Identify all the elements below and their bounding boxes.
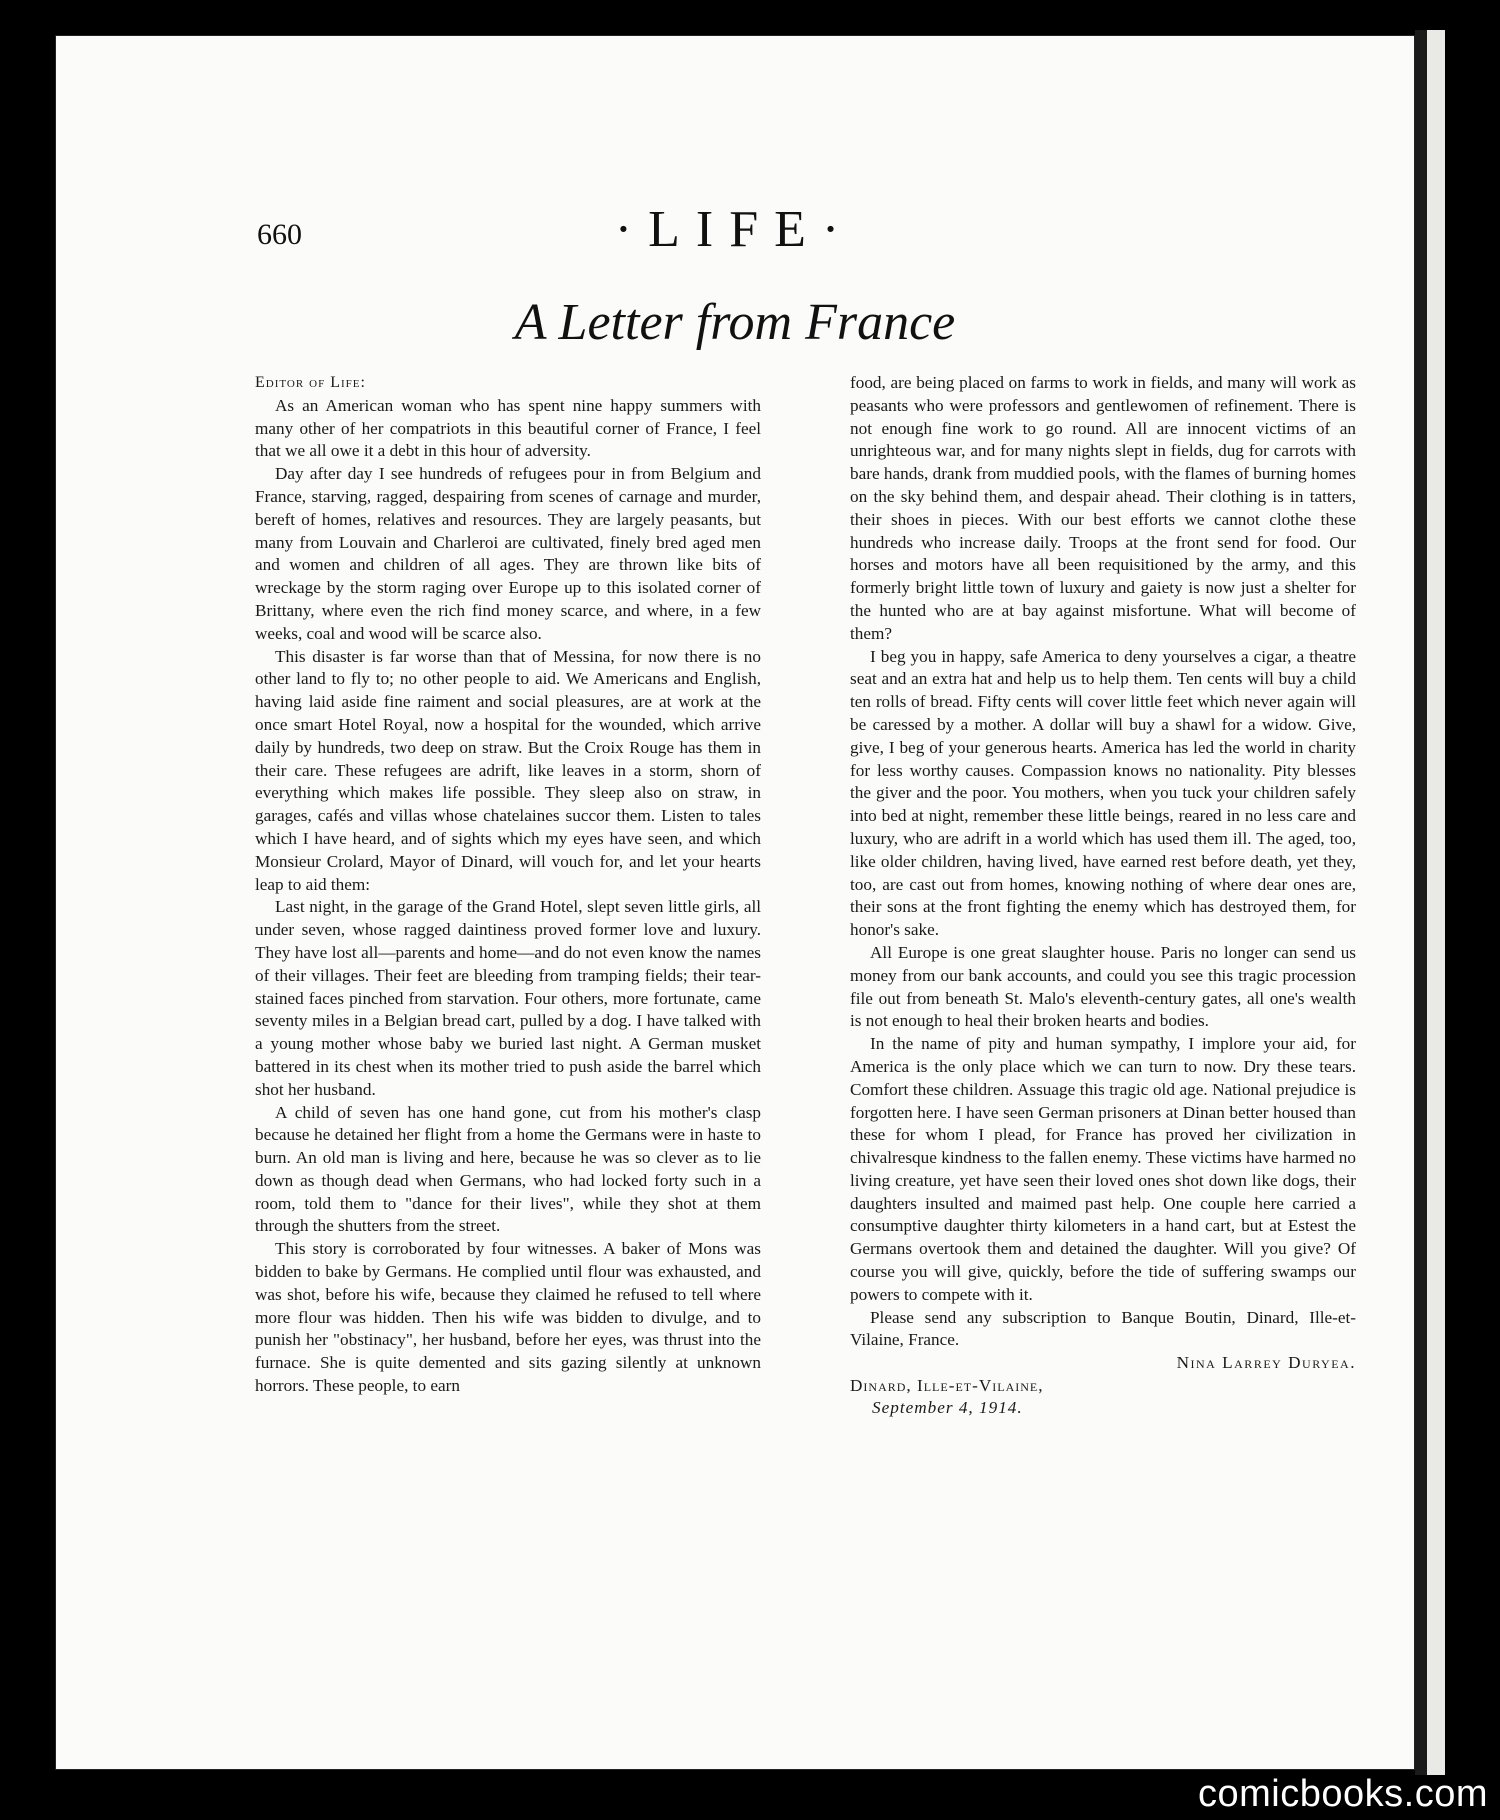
magazine-page — [55, 35, 1415, 1770]
dateline-place: Dinard, Ille-et-Vilaine, — [850, 1376, 1044, 1396]
magazine-title: ·LIFE· — [614, 201, 856, 258]
article-title: A Letter from France — [514, 294, 956, 351]
paragraph: This story is corroborated by four witnesses. A baker of Mons was bidden to bake by Germans. He complied until flour was exhausted, and was shot, before his wife, because they claimed he refused to tell where more flour was hidden. Then his wife was bidden to divulge, and to punish her "obstinacy", her husband, before her eyes, was thrust into the furnace. She is quite demented and sits gazing silently at unknown horrors. These people, to earn — [255, 1239, 761, 1396]
page-number: 660 — [257, 218, 302, 251]
article-body — [255, 372, 1370, 1672]
right-column — [850, 372, 1356, 1419]
paragraph: Please send any subscription to Banque Boutin, Dinard, Ille-et-Vilaine, France. — [850, 1307, 1356, 1350]
signature: Nina Larrey Duryea. — [1176, 1353, 1356, 1373]
left-column — [255, 372, 761, 1398]
dateline — [850, 1375, 1356, 1419]
paragraph: As an American woman who has spent nine happy summers with many other of her compatriots in this beautiful corner of France, I feel that we all owe it a debt in this hour of adversity. — [255, 395, 761, 461]
salutation: Editor of Life: — [255, 374, 366, 391]
paragraph: I beg you in happy, safe America to deny yourselves a cigar, a theatre seat and an extra hat and help us to help them. Ten cents will buy a child ten rolls of bread. Fifty cents will cover little feet which never again will be caressed by a mother. A dollar will buy a shawl for a widow. Give, give, I beg of your generous hearts. America has led the world in charity for less worthy causes. Compassion knows no nationality. Pity blesses the giver and the poor. You mothers, when you tuck your children safely into bed at night, remember these little beings, reared in no less care and luxury, who are adrift in a world which has used them ill. The aged, too, like older children, having lived, have earned rest before death, yet they, too, are cast out from homes, knowing nothing of where dear ones are, their sons at the front fighting the enemy which has destroyed them, for honor's sake. — [850, 646, 1356, 940]
paragraph: A child of seven has one hand gone, cut from his mother's clasp because he detained her flight from a home the Germans were in haste to burn. An old man is living and here, because he was so clever as to lie down as though dead when Germans, who had locked forty such in a room, told them to "dance for their lives", while they shot at them through the shutters from the street. — [255, 1102, 761, 1236]
paragraph: Last night, in the garage of the Grand Hotel, slept seven little girls, all under seven, whose ragged daintiness proved former love and luxury. They have lost all—parents and home—and do not even know the names of their villages. Their feet are bleeding from tramping fields; their tear-stained faces pinched from starvation. Four others, more fortunate, came seventy miles in a Belgian bread cart, pulled by a dog. I have talked with a young mother whose baby we buried last night. A German musket battered in its chest when its mother tried to push aside the barrel which shot her husband. — [255, 897, 761, 1099]
paragraph: food, are being placed on farms to work in fields, and many will work as peasants who were professors and gentlewomen of refinement. There is not enough fine work to go round. All are innocent victims of an unrighteous war, and for many nights slept in fields, dug for carrots with bare hands, drank from muddied pools, with the flames of burning homes on the sky behind them, and despair ahead. Their clothing is in tatters, their shoes in pieces. With our best efforts we cannot clothe these hundreds who increase daily. Troops at the front send for food. Our horses and motors have all been requisitioned by the army, and this formerly bright little town of luxury and gaiety is now just a shelter for the hunted who are at bay against misfortune. What will become of them? — [850, 373, 1356, 643]
page-header — [55, 200, 1415, 260]
watermark: comicbooks.com — [1198, 1773, 1488, 1815]
paragraph: Day after day I see hundreds of refugees pour in from Belgium and France, starving, ragged, despairing from scenes of carnage and murder, bereft of homes, relatives and resources. They are largely peasants, but many from Louvain and Charleroi are cultivated, finely bred aged men and women and children of all ages. They are thrown like bits of wreckage by the storm raging over Europe up to this isolated corner of Brittany, where even the rich find money scarce, and where, in a few weeks, coal and wood will be scarce also. — [255, 464, 761, 643]
paragraph: All Europe is one great slaughter house. Paris no longer can send us money from our bank accounts, and could you see this tragic procession file out from beneath St. Malo's eleventh-century gates, all one's wealth is not enough to heal their broken hearts and bodies. — [850, 942, 1356, 1031]
paragraph: This disaster is far worse than that of Messina, for now there is no other land to fly to; no other people to aid. We Americans and English, having laid aside fine raiment and social pleasures, are at work at the once smart Hotel Royal, now a hospital for the wounded, which arrive daily by hundreds, two deep on straw. But the Croix Rouge has them in their care. These refugees are adrift, like leaves in a storm, shorn of everything which makes life possible. They sleep also on straw, in garages, cafés and villas whose chatelaines succor them. Listen to tales which I have heard, and of sights which my eyes have seen, and which Monsieur Crolard, Mayor of Dinard, will vouch for, and let your hearts leap to aid them: — [255, 646, 761, 894]
dateline-date: September 4, 1914. — [872, 1398, 1023, 1418]
facing-page-edge — [1415, 30, 1445, 1775]
paragraph: In the name of pity and human sympathy, I implore your aid, for America is the only place which we can turn to now. Dry these tears. Comfort these children. Assuage this tragic old age. National prejudice is forgotten here. I have seen German prisoners at Dinan better housed than these for whom I plead, for France has proved her civilization in chivalresque kindness to the fallen enemy. These victims have harmed no living creature, yet have seen their loved ones shot down like dogs, their daughters insulted and maimed past help. One couple here carried a consumptive daughter thirty kilometers in a hand cart, but at Estest the Germans overtook them and detained the daughter. Will you give? Of course you will give, quickly, before the tide of suffering swamps our powers to compete with it. — [850, 1034, 1356, 1304]
